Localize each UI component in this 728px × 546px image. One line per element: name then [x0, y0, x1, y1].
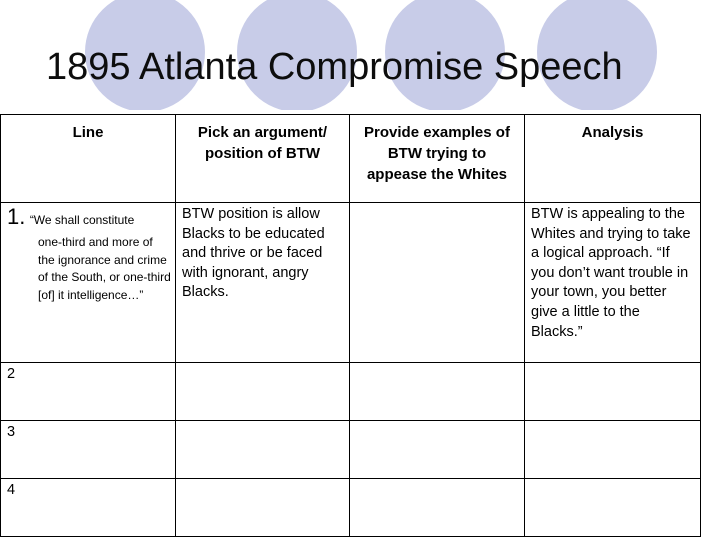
examples-cell [350, 421, 525, 479]
line-cell [1, 203, 176, 363]
slide-title: 1895 Atlanta Compromise Speech [46, 46, 623, 88]
examples-cell [350, 203, 525, 363]
table-row [1, 363, 701, 421]
analysis-cell: BTW is appealing to the Whites and trying to take a logical approach. “If you don’t want trouble in your town, you better give a little to the Blacks.” [525, 203, 701, 363]
examples-cell [350, 479, 525, 537]
analysis-cell [525, 479, 701, 537]
row-number: 3 [1, 421, 176, 479]
analysis-table [0, 114, 701, 537]
table-row [1, 479, 701, 537]
analysis-cell [525, 363, 701, 421]
header-analysis: Analysis [525, 115, 701, 203]
row-number: 2 [1, 363, 176, 421]
analysis-cell [525, 421, 701, 479]
quote-text-first: “We shall constitute [29, 213, 135, 227]
header-examples: Provide examples of BTW trying to appease the Whites [350, 115, 525, 203]
row-number: 1. [7, 204, 26, 229]
position-cell [176, 479, 350, 537]
header-line: Line [1, 115, 176, 203]
position-cell [176, 421, 350, 479]
table-row [1, 421, 701, 479]
header-position: Pick an argument/ position of BTW [176, 115, 350, 203]
position-cell [176, 363, 350, 421]
examples-cell [350, 363, 525, 421]
table-row [1, 203, 701, 363]
header-row [1, 115, 701, 203]
quote-text-rest: one-third and more of the ignorance and crime of the South, or one-third [of] it intelligence…” [38, 235, 171, 302]
row-number: 4 [1, 479, 176, 537]
position-cell: BTW position is allow Blacks to be educated and thrive or be faced with ignorant, angry Blacks. [176, 203, 350, 363]
